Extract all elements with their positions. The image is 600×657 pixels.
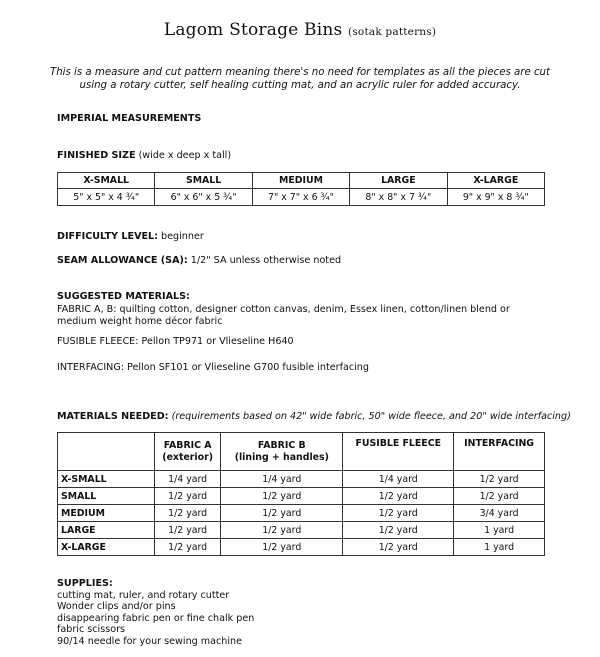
table-cell: 3/4 yard	[454, 505, 545, 522]
materials-header: FABRIC A (exterior)	[155, 433, 221, 471]
table-cell: 1/2 yard	[454, 488, 545, 505]
supplies-section	[57, 578, 254, 647]
difficulty-value: beginner	[158, 231, 204, 242]
size-header: X-LARGE	[447, 173, 544, 189]
materials-needed	[57, 411, 571, 424]
table-cell: 1 yard	[454, 522, 545, 539]
size-value: 8" x 8" x 7 ¾"	[350, 189, 447, 206]
suggested-interfacing: INTERFACING: Pellon SF101 or Vlieseline G700 fusible interfacing	[57, 362, 369, 373]
table-cell: 1/4 yard	[221, 471, 343, 488]
row-size: X-SMALL	[58, 471, 155, 488]
table-cell: 1/2 yard	[221, 488, 343, 505]
table-row	[58, 505, 545, 522]
title-main: Lagom Storage Bins	[163, 20, 343, 40]
seam-value: 1/2" SA unless otherwise noted	[187, 255, 342, 266]
suggested-fabric: FABRIC A, B: quilting cotton, designer cotton canvas, denim, Essex linen, cotton/linen blend or medium weight home décor fabric	[57, 303, 510, 327]
suggested-materials	[57, 291, 545, 329]
row-size: MEDIUM	[58, 505, 155, 522]
table-cell: 1/2 yard	[155, 488, 221, 505]
materials-needed-label: MATERIALS NEEDED:	[57, 411, 169, 422]
materials-header: INTERFACING	[454, 433, 545, 471]
difficulty-level	[57, 231, 204, 244]
table-row	[58, 488, 545, 505]
list-item: Wonder clips and/or pins	[57, 601, 176, 612]
table-cell: 1/4 yard	[155, 471, 221, 488]
size-header: SMALL	[155, 173, 252, 189]
difficulty-label: DIFFICULTY LEVEL:	[57, 231, 158, 242]
table-cell: 1/2 yard	[343, 505, 454, 522]
supplies-heading: SUPPLIES:	[57, 578, 113, 589]
size-header: MEDIUM	[252, 173, 349, 189]
finished-size-note: (wide x deep x tall)	[135, 150, 232, 161]
size-table-row	[58, 189, 545, 206]
table-row	[58, 522, 545, 539]
table-row	[58, 471, 545, 488]
suggested-heading: SUGGESTED MATERIALS:	[57, 291, 190, 302]
size-value: 9" x 9" x 8 ¾"	[447, 189, 544, 206]
table-cell: 1/2 yard	[155, 522, 221, 539]
materials-header-empty	[58, 433, 155, 471]
list-item: disappearing fabric pen or fine chalk pen	[57, 612, 255, 624]
intro-text: This is a measure and cut pattern meaning there's no need for templates as all the pieces are cut using a rotary cutter, self healing cutting mat, and an acrylic ruler for added accuracy.	[49, 67, 551, 91]
size-table	[57, 172, 545, 206]
suggested-fleece: FUSIBLE FLEECE: Pellon TP971 or Vlieseline H640	[57, 336, 294, 347]
size-value: 6" x 6" x 5 ¾"	[155, 189, 252, 206]
list-item: cutting mat, ruler, and rotary cutter	[57, 589, 230, 601]
finished-size	[57, 150, 231, 163]
table-cell: 1/2 yard	[221, 522, 343, 539]
size-header: X-SMALL	[58, 173, 155, 189]
table-cell: 1/2 yard	[343, 539, 454, 556]
row-size: SMALL	[58, 488, 155, 505]
seam-label: SEAM ALLOWANCE (SA):	[57, 255, 188, 266]
table-cell: 1/2 yard	[221, 505, 343, 522]
table-row	[58, 539, 545, 556]
title-sub: (sotak patterns)	[348, 26, 437, 38]
materials-header: FABRIC B (lining + handles)	[221, 433, 343, 471]
imperial-heading: IMPERIAL MEASUREMENTS	[57, 113, 202, 124]
list-item: 90/14 needle for your sewing machine	[57, 635, 243, 647]
table-cell: 1/2 yard	[221, 539, 343, 556]
table-cell: 1/2 yard	[155, 539, 221, 556]
finished-size-label: FINISHED SIZE	[57, 150, 136, 161]
table-cell: 1/4 yard	[343, 471, 454, 488]
list-item: fabric scissors	[57, 624, 126, 635]
table-cell: 1/2 yard	[343, 522, 454, 539]
size-table-header	[58, 173, 545, 189]
size-value: 5" x 5" x 4 ¾"	[58, 189, 155, 206]
size-value: 7" x 7" x 6 ¾"	[252, 189, 349, 206]
table-cell: 1/2 yard	[155, 505, 221, 522]
materials-header: FUSIBLE FLEECE	[343, 433, 454, 471]
materials-table-header	[58, 433, 545, 471]
size-header: LARGE	[350, 173, 447, 189]
table-cell: 1/2 yard	[454, 471, 545, 488]
row-size: LARGE	[58, 522, 155, 539]
table-cell: 1/2 yard	[343, 488, 454, 505]
row-size: X-LARGE	[58, 539, 155, 556]
materials-needed-note: (requirements based on 42" wide fabric, 50" wide fleece, and 20" wide interfacing)	[168, 411, 571, 422]
seam-allowance	[57, 255, 341, 268]
document-title	[0, 20, 600, 40]
materials-table	[57, 432, 545, 556]
table-cell: 1 yard	[454, 539, 545, 556]
